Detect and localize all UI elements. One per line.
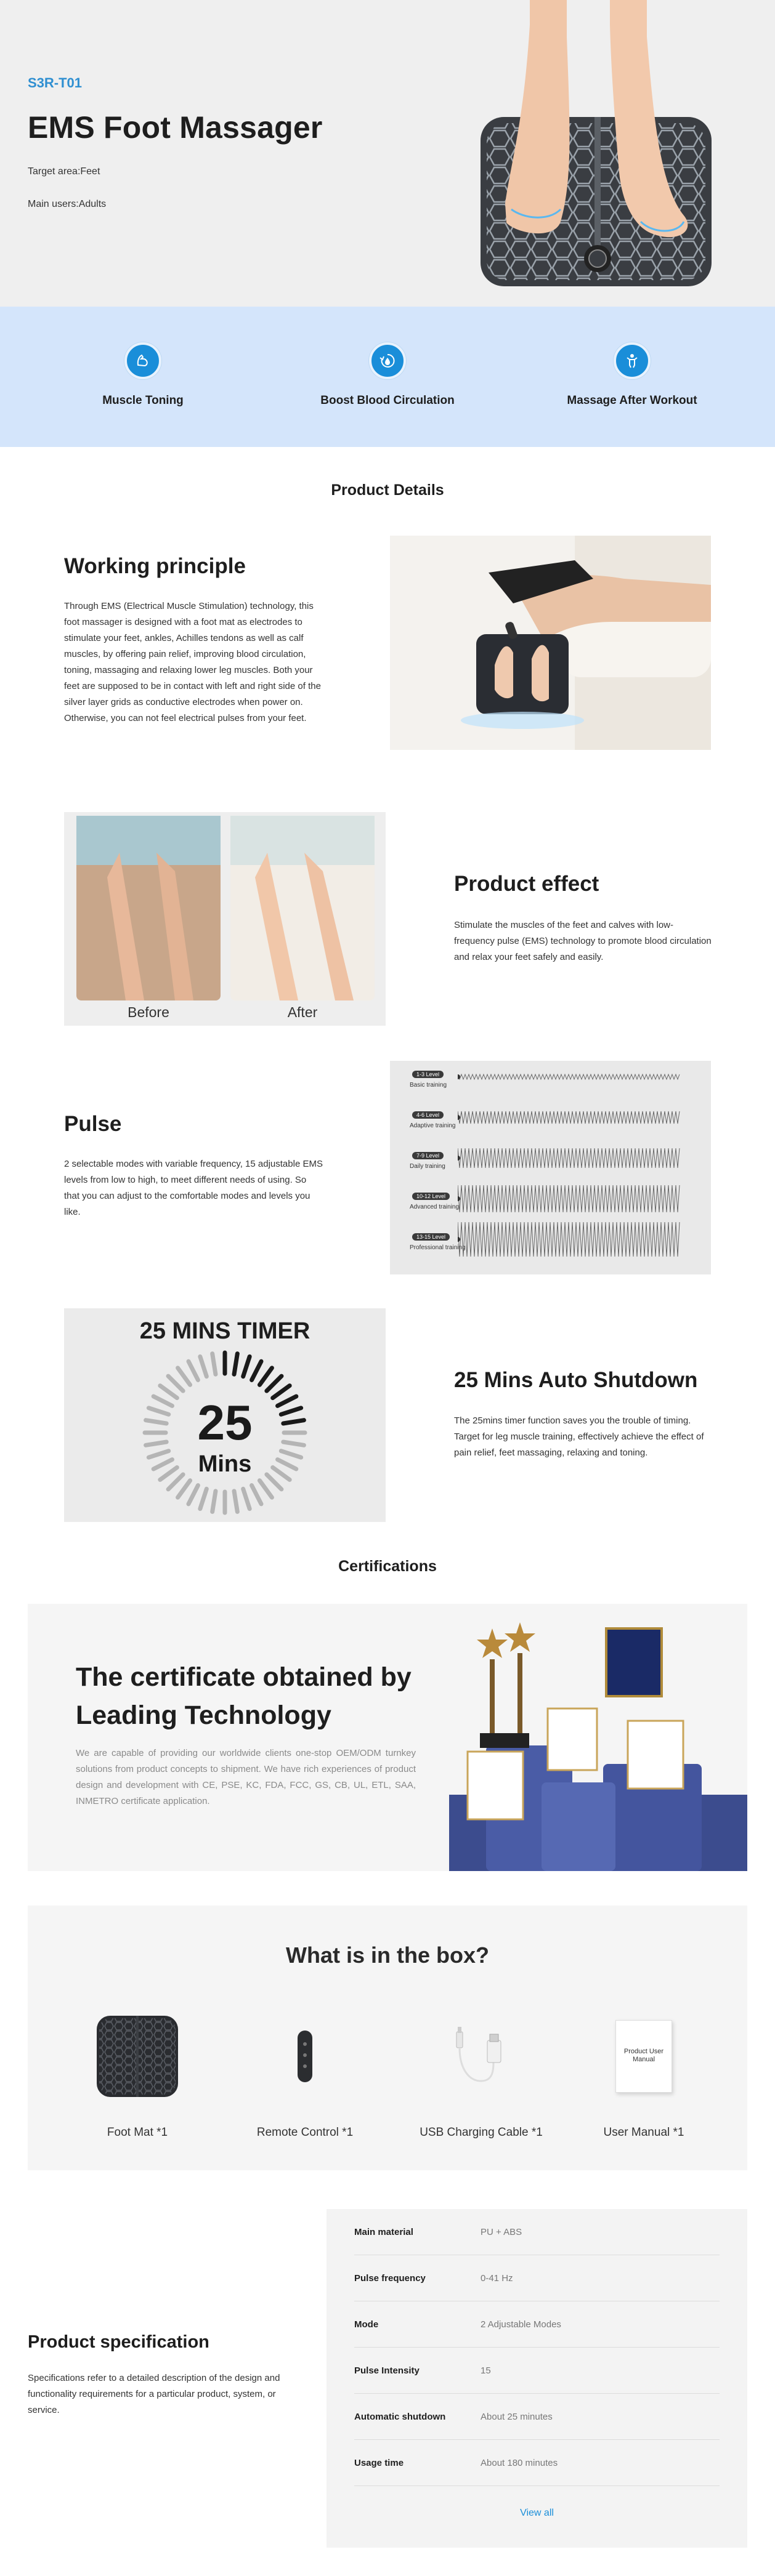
timer-tick	[243, 1356, 250, 1376]
pulse-waveform	[458, 1140, 686, 1177]
circulation-icon	[369, 342, 406, 379]
feature-label: Massage After Workout	[567, 394, 697, 407]
pulse-level-label: Advanced training	[410, 1204, 460, 1210]
spec-row	[354, 2301, 720, 2348]
box-contents-section	[28, 1906, 747, 2170]
box-item-label: User Manual *1	[603, 2126, 684, 2139]
pulse-level-tag: 7-9 Level	[412, 1152, 444, 1159]
shutdown-title: 25 Mins Auto Shutdown	[454, 1368, 698, 1392]
certificate-title: The certificate obtained by Leading Technology	[76, 1662, 412, 1730]
timer-tick	[259, 1368, 272, 1385]
pulse-title: Pulse	[64, 1112, 122, 1136]
foot-massager-hero-image	[468, 0, 727, 307]
box-item-label: Remote Control *1	[256, 2126, 354, 2139]
box-title: What is in the box?	[286, 1942, 489, 1968]
timer-number: 25	[197, 1395, 253, 1450]
spec-key: Usage time	[354, 2457, 404, 2468]
main-users: Main users:Adults	[28, 199, 107, 209]
spec-value: 15	[481, 2365, 491, 2376]
spec-row	[354, 2255, 720, 2301]
spec-value: PU + ABS	[481, 2226, 522, 2237]
certificate-text: We are capable of providing our worldwide clients one-stop OEM/ODM turnkey solutions from product concepts to shipment. We have rich experiences of product design and development with CE, PSE, KC, FDA, FCC, GS, CB, UL, ETL, SAA, INMETRO certificate application.	[76, 1748, 416, 1806]
before-label: Before	[128, 1004, 169, 1020]
timer-image	[64, 1308, 386, 1522]
before-after-image	[64, 812, 386, 1026]
pulse-level-label: Daily training	[410, 1163, 445, 1170]
timer-tick	[243, 1489, 250, 1508]
model-number: S3R-T01	[28, 75, 83, 91]
timer-tick	[189, 1486, 198, 1504]
working-principle-image	[390, 536, 711, 750]
pulse-level-label: Basic training	[410, 1082, 447, 1089]
working-principle-title: Working principle	[64, 554, 246, 578]
timer-tick	[200, 1356, 207, 1376]
timer-tick	[189, 1361, 198, 1380]
spec-description: Specifications refer to a detailed description of the design and functionality requirements for a particular product, system, or service.	[28, 2373, 280, 2415]
box-item-usb-cable	[420, 2004, 543, 2139]
spec-key: Pulse frequency	[354, 2272, 426, 2284]
feature-massage-after-workout	[540, 342, 724, 408]
spec-key: Automatic shutdown	[354, 2411, 446, 2422]
feature-band	[0, 307, 775, 447]
timer-tick	[178, 1481, 190, 1498]
timer-tick	[168, 1376, 183, 1391]
spec-row	[354, 2394, 720, 2440]
product-effect-text: Stimulate the muscles of the feet and calves with low-frequency pulse (EMS) technology to promote blood circulation and relax your feet safely and easily.	[454, 920, 712, 962]
pulse-level-label: Professional training	[410, 1244, 466, 1251]
pulse-level-tag: 4-6 Level	[412, 1111, 444, 1119]
pulse-waveform	[458, 1221, 686, 1258]
timer-tick	[234, 1354, 237, 1375]
after-photo	[230, 816, 375, 1000]
timer-tick	[234, 1491, 237, 1512]
certifications-heading: Certifications	[338, 1558, 437, 1575]
spec-value: About 25 minutes	[481, 2411, 553, 2422]
spec-key: Main material	[354, 2226, 413, 2237]
timer-tick	[267, 1376, 282, 1391]
timer-tick	[213, 1491, 216, 1512]
timer-tick	[252, 1361, 261, 1380]
feature-muscle-toning	[51, 342, 235, 408]
spec-row	[354, 2209, 720, 2255]
muscle-icon	[124, 342, 161, 379]
box-item-remote-control	[243, 2004, 367, 2139]
certificate-card	[28, 1604, 747, 1871]
spec-key: Mode	[354, 2319, 379, 2330]
spec-value: 2 Adjustable Modes	[481, 2319, 561, 2330]
usb-cable-icon	[444, 2019, 518, 2093]
pulse-waveform	[458, 1099, 686, 1136]
product-details-heading: Product Details	[331, 481, 444, 499]
user-manual-icon	[615, 2020, 672, 2093]
product-effect-title: Product effect	[454, 872, 599, 896]
timer-tick	[178, 1368, 190, 1385]
box-item-user-manual	[582, 2004, 705, 2139]
timer-unit: Mins	[198, 1451, 252, 1477]
timer-tick	[259, 1481, 272, 1498]
pulse-level-tag: 10-12 Level	[412, 1193, 450, 1200]
pulse-level-label: Adaptive training	[410, 1122, 456, 1129]
working-principle-text: Through EMS (Electrical Muscle Stimulation) technology, this foot massager is designed with a foot mat as electrodes to stimulate your feet, ankles, Achilles tendons as well as calf muscles, by offering pain relief, improving blood circulation, toning, massaging and relaxing lower leg muscles. Both your feet are supposed to be in contact with left and right side of the silver layer grids as conductive electrodes when power on. Otherwise, you can not feel electrical pulses from your feet.	[64, 601, 321, 723]
pulse-text: 2 selectable modes with variable frequency, 15 adjustable EMS levels from low to high, to meet different needs of using. So that you can adjust to the comfortable modes and levels you like.	[64, 1159, 323, 1217]
spec-key: Pulse Intensity	[354, 2365, 420, 2376]
view-all-link[interactable]: View all	[520, 2508, 554, 2518]
certificates-trophies-image	[449, 1604, 747, 1871]
spec-value: About 180 minutes	[481, 2457, 558, 2468]
timer-tick	[213, 1354, 216, 1375]
hero-banner	[0, 0, 775, 307]
before-photo	[76, 816, 221, 1000]
spec-row	[354, 2440, 720, 2486]
box-item-foot-mat	[76, 2004, 199, 2139]
spec-value: 0-41 Hz	[481, 2272, 513, 2284]
pulse-levels-chart	[390, 1061, 711, 1274]
timer-heading: 25 MINS TIMER	[139, 1318, 310, 1344]
massage-icon	[614, 342, 651, 379]
box-item-label: USB Charging Cable *1	[420, 2126, 543, 2139]
target-area: Target area:Feet	[28, 166, 100, 177]
timer-tick	[252, 1486, 261, 1504]
pulse-waveform	[458, 1061, 686, 1095]
foot-mat-icon	[94, 2013, 181, 2099]
page-title: EMS Foot Massager	[28, 110, 323, 145]
manual-cover-text: Product User Manual	[623, 2048, 664, 2063]
box-item-label: Foot Mat *1	[107, 2126, 168, 2139]
remote-control-icon	[286, 2026, 323, 2087]
after-label: After	[287, 1004, 318, 1020]
pulse-level-tag: 13-15 Level	[412, 1233, 450, 1241]
feature-blood-circulation	[295, 342, 480, 408]
pulse-waveform	[458, 1180, 686, 1217]
spec-row	[354, 2348, 720, 2394]
feature-label: Boost Blood Circulation	[320, 394, 455, 407]
pulse-level-tag: 1-3 Level	[412, 1071, 444, 1078]
shutdown-text: The 25mins timer function saves you the trouble of timing. Target for leg muscle training, effectively achieve the effect of pain relief, feet massaging, relaxing and toning.	[454, 1415, 704, 1458]
timer-tick	[200, 1489, 207, 1508]
spec-title: Product specification	[28, 2332, 209, 2352]
feature-label: Muscle Toning	[102, 394, 184, 407]
spec-table	[327, 2209, 747, 2548]
